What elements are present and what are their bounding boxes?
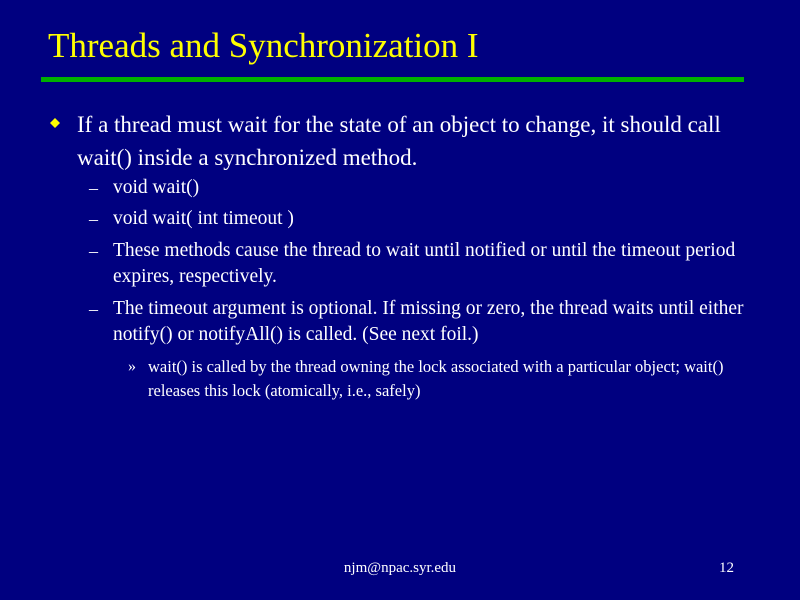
title-underline [41, 77, 744, 82]
dash-bullet-marker: – [89, 209, 98, 229]
sub-sub-bullet-text: wait() is called by the thread owning the lock associated with a particular object; wait() releases this lock (atomically, i.e., safely) [148, 357, 724, 400]
diamond-bullet-icon [50, 118, 60, 128]
slide-title: Threads and Synchronization I [48, 26, 479, 65]
footer-email: njm@npac.syr.edu [343, 560, 457, 576]
sub-bullet-text: These methods cause the thread to wait until notified or until the timeout period expires, respectively. [113, 240, 736, 287]
dash-bullet-marker: – [89, 178, 98, 198]
dash-bullet-marker: – [89, 299, 98, 319]
page-number: 12 [719, 560, 734, 576]
dash-bullet-marker: – [89, 241, 98, 261]
chevron-bullet-marker: » [128, 358, 136, 375]
sub-bullet-text: void wait( int timeout ) [113, 208, 294, 229]
bullet-text: If a thread must wait for the state of an object to change, it should call wait() inside a synchronized method. [77, 112, 721, 170]
sub-bullet-text: The timeout argument is optional. If missing or zero, the thread waits until either notify() or notifyAll() is called. (See next foil.) [113, 298, 744, 345]
sub-bullet-text: void wait() [113, 177, 200, 198]
